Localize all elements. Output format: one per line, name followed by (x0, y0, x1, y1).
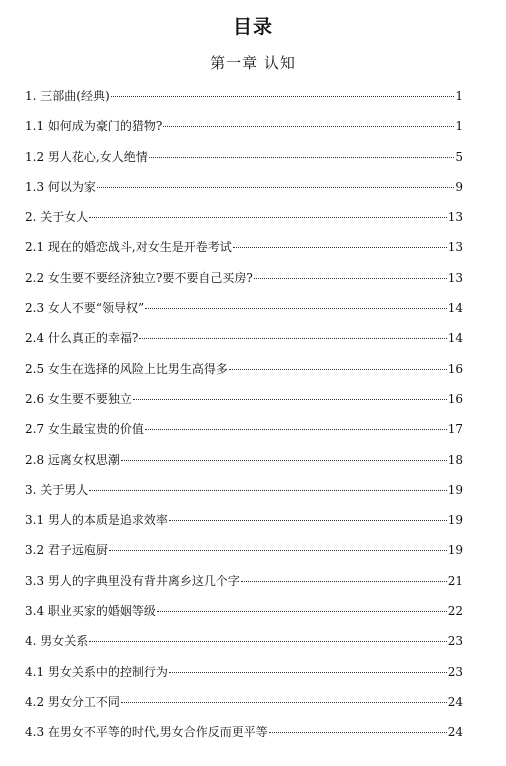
dot-leader (269, 732, 447, 733)
toc-entry-label[interactable]: 2.1 现在的婚恋战斗,对女生是开卷考试 (25, 240, 232, 255)
toc-entry-label[interactable]: 2.3 女人不要“领导权” (25, 301, 145, 316)
toc-entry-page-number[interactable]: 24 (447, 694, 463, 709)
toc-entry-page-number[interactable]: 19 (447, 482, 463, 497)
toc-entry-label[interactable]: 4.1 男女关系中的控制行为 (25, 664, 168, 679)
dot-leader (121, 460, 447, 461)
toc-entry-label[interactable]: 4. 男女关系 (25, 634, 89, 649)
toc-entry[interactable] (25, 325, 463, 355)
dot-leader (97, 187, 454, 188)
dot-leader (145, 429, 447, 430)
dot-leader (89, 490, 446, 491)
toc-entry-page-number[interactable]: 14 (447, 301, 463, 316)
toc-entry-label[interactable]: 3.2 君子远庖厨 (25, 543, 108, 558)
dot-leader (111, 96, 455, 97)
toc-entry-page-number[interactable]: 24 (447, 725, 463, 740)
toc-entry[interactable] (25, 719, 463, 749)
toc-entry-page-number[interactable]: 23 (447, 634, 463, 649)
toc-entry-page-number[interactable]: 13 (447, 240, 463, 255)
dot-leader (109, 550, 447, 551)
toc-entry-page-number[interactable]: 16 (447, 391, 463, 406)
toc-entry[interactable] (25, 537, 463, 567)
toc-title: 目录 (232, 16, 273, 38)
toc-entry-label[interactable]: 1.3 何以为家 (25, 179, 96, 194)
toc-entry[interactable] (25, 295, 463, 325)
toc-entry-label[interactable]: 2.7 女生最宝贵的价值 (25, 422, 144, 437)
dot-leader (145, 308, 447, 309)
toc-entry-page-number[interactable]: 23 (447, 664, 463, 679)
dot-leader (229, 369, 447, 370)
toc-entry-page-number[interactable]: 13 (447, 270, 463, 285)
toc-entry-label[interactable]: 2.5 女生在选择的风险上比男生高得多 (25, 361, 228, 376)
toc-entry-label[interactable]: 2.4 什么真正的幸福? (25, 331, 139, 346)
toc-entry[interactable] (25, 113, 463, 143)
toc-entry-label[interactable]: 3.3 男人的字典里没有背井离乡这几个字 (25, 573, 240, 588)
toc-entry[interactable] (25, 234, 463, 264)
dot-leader (89, 641, 446, 642)
toc-entry-label[interactable]: 3. 关于男人 (25, 482, 89, 497)
toc-entry-page-number[interactable]: 18 (447, 452, 463, 467)
toc-entry[interactable] (25, 265, 463, 295)
toc-entry[interactable] (25, 174, 463, 204)
toc-entry[interactable] (25, 689, 463, 719)
dot-leader (133, 399, 447, 400)
dot-leader (254, 278, 447, 279)
toc-entry-page-number[interactable]: 19 (447, 543, 463, 558)
toc-list (25, 83, 463, 750)
toc-entry-page-number[interactable]: 19 (447, 513, 463, 528)
dot-leader (169, 520, 447, 521)
dot-leader (163, 126, 454, 127)
toc-entry-label[interactable]: 2.8 远离女权思潮 (25, 452, 120, 467)
dot-leader (89, 217, 446, 218)
toc-entry-label[interactable]: 1.1 如何成为豪门的猎物? (25, 119, 163, 134)
dot-leader (121, 702, 447, 703)
toc-entry[interactable] (25, 356, 463, 386)
chapter-title: 第一章 认知 (210, 54, 296, 72)
toc-entry[interactable] (25, 83, 463, 113)
toc-entry-page-number[interactable]: 13 (447, 210, 463, 225)
toc-entry[interactable] (25, 507, 463, 537)
toc-entry[interactable] (25, 628, 463, 658)
toc-entry[interactable] (25, 659, 463, 689)
toc-entry[interactable] (25, 447, 463, 477)
dot-leader (157, 611, 447, 612)
toc-entry-page-number[interactable]: 21 (447, 573, 463, 588)
toc-entry[interactable] (25, 416, 463, 446)
toc-entry[interactable] (25, 568, 463, 598)
toc-entry[interactable] (25, 386, 463, 416)
toc-entry-page-number[interactable]: 22 (447, 604, 463, 619)
dot-leader (233, 247, 447, 248)
toc-entry-label[interactable]: 1. 三部曲(经典) (25, 89, 110, 103)
toc-entry-page-number[interactable]: 1 (455, 119, 463, 134)
toc-entry-label[interactable]: 3.1 男人的本质是追求效率 (25, 513, 168, 528)
toc-entry-page-number[interactable]: 14 (447, 331, 463, 346)
toc-entry-label[interactable]: 1.2 男人花心,女人绝情 (25, 149, 148, 164)
toc-entry-label[interactable]: 2.6 女生要不要独立 (25, 391, 132, 406)
toc-entry[interactable] (25, 477, 463, 507)
dot-leader (241, 581, 447, 582)
dot-leader (139, 338, 446, 339)
toc-entry-page-number[interactable]: 1 (455, 89, 463, 103)
toc-entry-label[interactable]: 4.3 在男女不平等的时代,男女合作反而更平等 (25, 725, 268, 740)
toc-entry-page-number[interactable]: 5 (455, 149, 463, 164)
dot-leader (149, 157, 455, 158)
toc-entry-label[interactable]: 3.4 职业买家的婚姻等级 (25, 604, 156, 619)
toc-entry-label[interactable]: 2. 关于女人 (25, 210, 89, 225)
dot-leader (169, 672, 447, 673)
toc-entry[interactable] (25, 144, 463, 174)
toc-entry-label[interactable]: 2.2 女生要不要经济独立?要不要自己买房? (25, 270, 253, 285)
toc-entry-label[interactable]: 4.2 男女分工不同 (25, 694, 120, 709)
toc-entry-page-number[interactable]: 16 (447, 361, 463, 376)
toc-entry-page-number[interactable]: 9 (455, 179, 463, 194)
toc-entry-page-number[interactable]: 17 (447, 422, 463, 437)
toc-entry[interactable] (25, 204, 463, 234)
toc-entry[interactable] (25, 598, 463, 628)
